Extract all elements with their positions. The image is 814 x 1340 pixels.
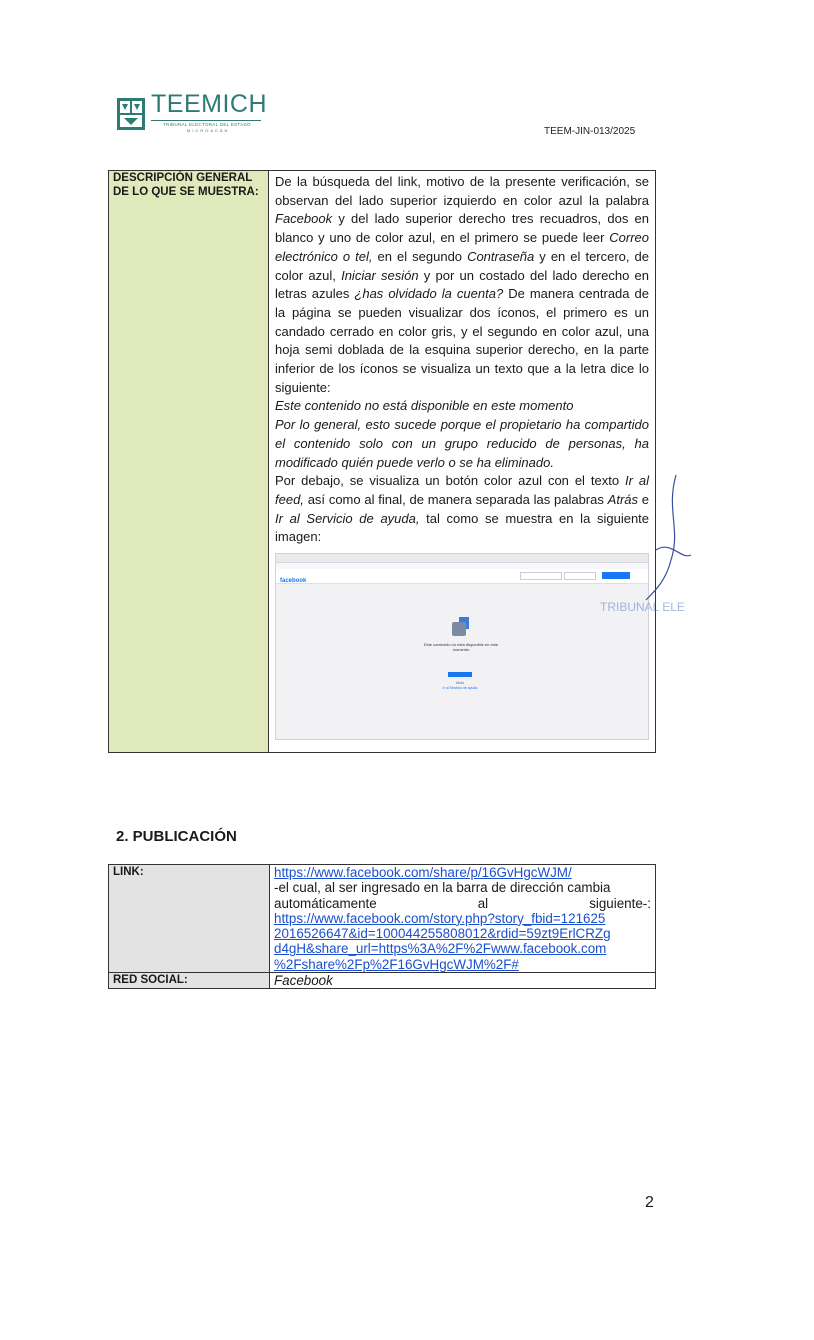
link-note-word: siguiente-: [589, 895, 651, 911]
description-text: De la búsqueda del link, motivo de la presente verificación, se observan del lado superior izquierdo en color azul la palabra [275, 174, 649, 208]
fb-header [276, 569, 648, 584]
logo-divider [151, 120, 261, 121]
description-text: y por un costado del lado derecho en letras azules [275, 267, 649, 302]
fb-logo: facebook [280, 578, 307, 585]
fb-password-box [564, 572, 596, 580]
description-italic: Atrás [607, 491, 638, 507]
browser-bar [276, 554, 648, 563]
org-logo [117, 92, 267, 134]
org-subtitle: TRIBUNAL ELECTORAL DEL ESTADO [163, 122, 251, 127]
logo-emblem-icon [117, 92, 147, 132]
social-network: Facebook [274, 973, 333, 989]
description-table [108, 170, 656, 753]
description-text: tal como se muestra en la siguiente imagen: [275, 510, 650, 545]
long-link-part: %2Fshare%2Fp%2F16GvHgcWJM%2F# [274, 956, 519, 972]
link-note-word: al [477, 895, 489, 911]
description-label: DESCRIPCIÓN GENERAL DE LO QUE SE MUESTRA: [109, 171, 269, 753]
description-text: De manera centrada de la página se pueden visualizar dos íconos, el primero es un candado cerrado en color gris, y el segundo en color azul, una hoja semi doblada de la esquina superior derecho, en la parte inferior de los íconos se visualiza un texto que a la letra dice lo siguiente: [275, 286, 649, 395]
quote-title: Este contenido no está disponible en este momento [275, 398, 574, 414]
link-cell [270, 865, 656, 973]
social-value [270, 973, 656, 989]
description-italic: Correo electrónico o tel, [275, 230, 649, 264]
description-italic: Ir al feed, [275, 473, 649, 507]
fb-back-link: Atrás [455, 681, 465, 686]
description-body [269, 171, 656, 753]
description-italic: Ir al Servicio de ayuda, [275, 510, 420, 526]
link-label: LINK: [109, 865, 270, 973]
fb-login-button [602, 572, 630, 579]
description-text: e [638, 491, 650, 507]
section-title: 2. PUBLICACIÓN [116, 828, 237, 845]
signature [636, 470, 696, 610]
document-reference: TEEM-JIN-013/2025 [544, 126, 636, 137]
long-link[interactable] [274, 911, 611, 972]
long-link-part: d4gH&share_url=https%3A%2F%2Fwww.facebook.com [274, 941, 607, 957]
publication-table [108, 864, 656, 989]
social-label: RED SOCIAL: [109, 973, 270, 989]
seal-stamp: TRIBUNAL ELE [600, 600, 685, 614]
org-state: MICHOACÁN [187, 128, 230, 133]
long-link-part: https://www.facebook.com/story.php?story_fbid=121625 [274, 910, 606, 926]
description-text: y en el tercero, de color azul, [275, 248, 650, 283]
lock-icon [452, 622, 466, 636]
link-note-2 [274, 896, 651, 911]
description-italic: Iniciar sesión [341, 267, 419, 283]
fb-unavailable-msg: Este contenido no está disponible en este momento [423, 642, 499, 653]
description-text: en el segundo [372, 248, 468, 264]
long-link-part: 2016526647&id=100044255808012&rdid=59zt9ErlCRZg [274, 926, 611, 942]
page-number: 2 [645, 1194, 654, 1211]
fb-email-box [520, 572, 562, 580]
description-text: así como al final, de manera separada las palabras [303, 491, 608, 507]
description-italic: Facebook [275, 211, 333, 227]
link-note-word: automáticamente [274, 895, 377, 911]
fb-help-link: Ir al Servicio de ayuda [442, 686, 478, 691]
description-italic: Contraseña [467, 248, 535, 264]
description-italic: ¿has olvidado la cuenta? [354, 286, 504, 302]
fb-links [442, 681, 478, 691]
fb-feed-button [448, 672, 472, 677]
evidence-screenshot [275, 553, 649, 740]
quote-body: Por lo general, esto sucede porque el propietario ha compartido el contenido solo con un grupo reducido de personas, ha modificado quién puede verlo o se ha eliminado. [275, 417, 649, 470]
org-name: TEEMICH [151, 90, 267, 118]
description-text: Por debajo, se visualiza un botón color azul con el texto [275, 473, 625, 489]
link-note: -el cual, al ser ingresado en la barra de dirección cambia [274, 880, 611, 896]
short-link[interactable]: https://www.facebook.com/share/p/16GvHgcWJM/ [274, 865, 572, 880]
description-text: y del lado superior derecho tres recuadros, dos en blanco y uno de color azul, en el primero se puede leer [275, 211, 649, 246]
